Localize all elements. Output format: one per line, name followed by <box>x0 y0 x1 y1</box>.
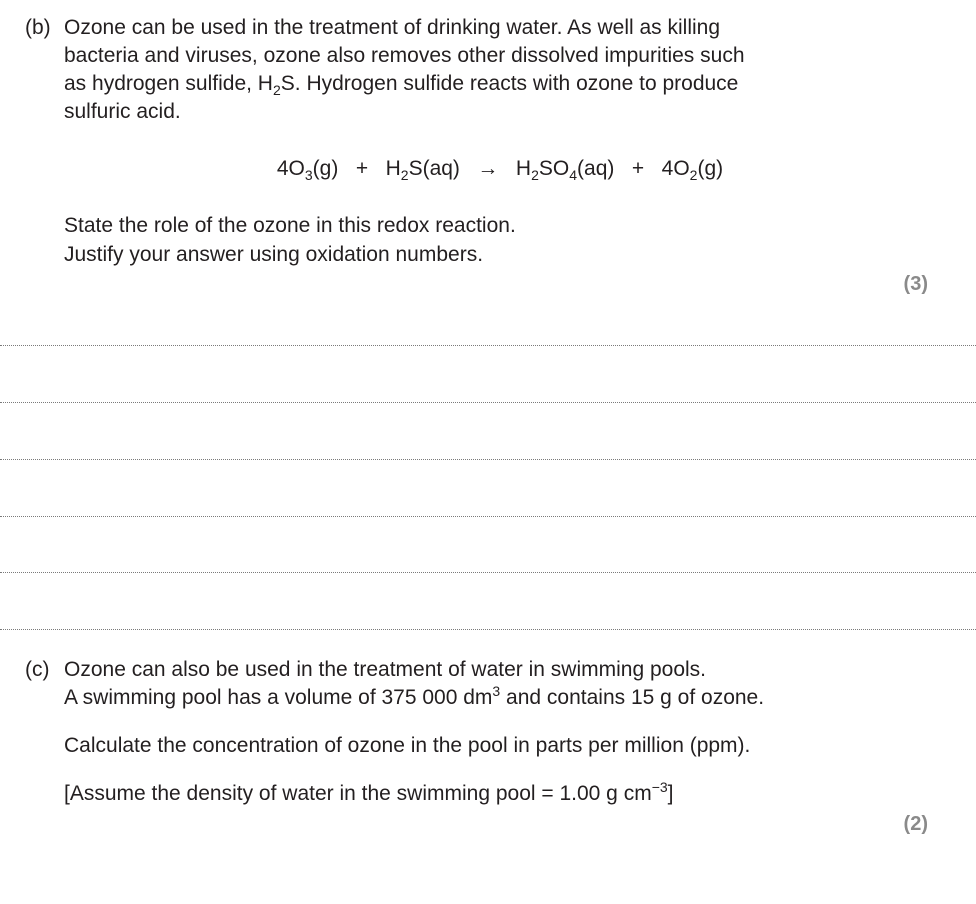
part-b-instruction <box>64 212 824 269</box>
part-c-text <box>64 656 824 712</box>
part-b-intro <box>64 14 824 126</box>
answer-line[interactable] <box>0 402 976 403</box>
part-b-marks: (3) <box>903 273 928 295</box>
intro-line-1: Ozone can be used in the treatment of drinking water. As well as killing <box>64 16 721 39</box>
part-c-label: (c) <box>25 658 50 681</box>
part-c-line-1: Ozone can also be used in the treatment of water in swimming pools. <box>64 658 706 681</box>
intro-line-3: as hydrogen sulfide, $H_2S$. Hydrogen sulfide reacts with ozone to produce <box>64 72 739 99</box>
intro-line-2: bacteria and viruses, ozone also removes other dissolved impurities such <box>64 44 745 67</box>
chemical-equation: $4O_3(g) + H_2S(aq) \to H_2SO_4(aq) + 4O_2(g)$ <box>276 157 724 184</box>
answer-line[interactable] <box>0 629 976 630</box>
part-b-label: (b) <box>25 16 51 39</box>
part-c-marks: (2) <box>903 813 928 835</box>
part-c-line-2: A swimming pool has a volume of 375 000 $dm^3$ and contains 15 g of ozone. <box>64 683 765 709</box>
instruction-line-1: State the role of the ozone in this redox reaction. <box>64 214 516 237</box>
answer-line[interactable] <box>0 459 976 460</box>
answer-line[interactable] <box>0 572 976 573</box>
intro-line-4: sulfuric acid. <box>64 100 181 123</box>
answer-line[interactable] <box>0 345 976 346</box>
answer-line[interactable] <box>0 516 976 517</box>
instruction-line-2: Justify your answer using oxidation numbers. <box>64 243 484 266</box>
part-c-question: Calculate the concentration of ozone in the pool in parts per million (ppm). <box>64 734 751 757</box>
part-c-assumption: [Assume the density of water in the swimming pool = 1.00 g $cm^{-3}$] <box>64 779 674 805</box>
